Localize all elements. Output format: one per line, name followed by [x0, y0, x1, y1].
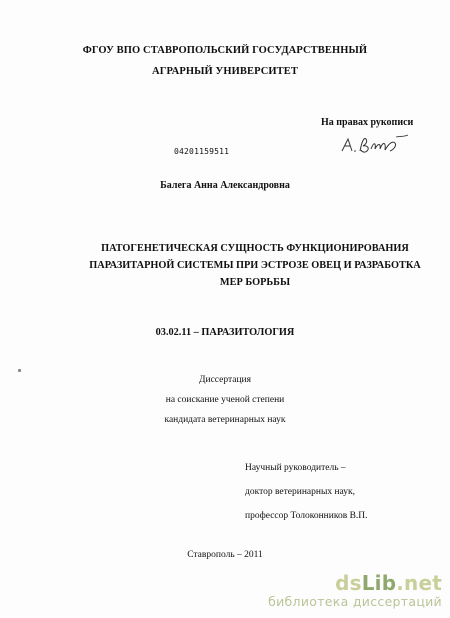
- registration-number: 04201159511: [174, 147, 230, 156]
- handwritten-signature: [338, 131, 418, 157]
- dslib-watermark: [268, 572, 442, 610]
- watermark-subtitle: библиотека диссертаций: [268, 594, 442, 609]
- thesis-line-3: кандидата ветеринарных наук: [164, 415, 286, 425]
- university-header: [0, 40, 450, 82]
- watermark-brand-ds: ds: [335, 571, 362, 595]
- dissertation-title-line-1: ПАТОГЕНЕТИЧЕСКАЯ СУЩНОСТЬ ФУНКЦИОНИРОВАНИЯ: [101, 243, 409, 254]
- dissertation-title-line-3: МЕР БОРЬБЫ: [219, 277, 291, 288]
- supervisor-line-3: профессор Толоконников В.П.: [245, 511, 368, 521]
- supervisor-line-1: Научный руководитель –: [245, 463, 346, 473]
- specialty-code: 03.02.11 – ПАРАЗИТОЛОГИЯ: [155, 327, 295, 338]
- thesis-description: [0, 370, 450, 430]
- watermark-brand-lib: Lib: [361, 571, 397, 595]
- university-header-line-2: АГРАРНЫЙ УНИВЕРСИТЕТ: [152, 66, 298, 77]
- supervisor-line-2: доктор ветеринарных наук,: [245, 487, 356, 497]
- author-name: Балега Анна Александровна: [160, 180, 290, 191]
- dissertation-title: [55, 240, 450, 291]
- dissertation-title-line-2: ПАРАЗИТАРНОЙ СИСТЕМЫ ПРИ ЭСТРОЗЕ ОВЕЦ И РАЗРАБОТКА: [89, 260, 421, 271]
- watermark-brand: [268, 572, 442, 594]
- university-header-line-1: ФГОУ ВПО СТАВРОПОЛЬСКИЙ ГОСУДАРСТВЕННЫЙ: [82, 45, 368, 56]
- manuscript-rights-note: На правах рукописи: [321, 117, 414, 128]
- scientific-supervisor: [245, 456, 368, 528]
- watermark-brand-net: .net: [396, 571, 442, 595]
- city-and-year: Ставрополь – 2011: [187, 550, 263, 560]
- thesis-line-1: Диссертация: [199, 375, 251, 385]
- thesis-line-2: на соискание ученой степени: [165, 395, 285, 405]
